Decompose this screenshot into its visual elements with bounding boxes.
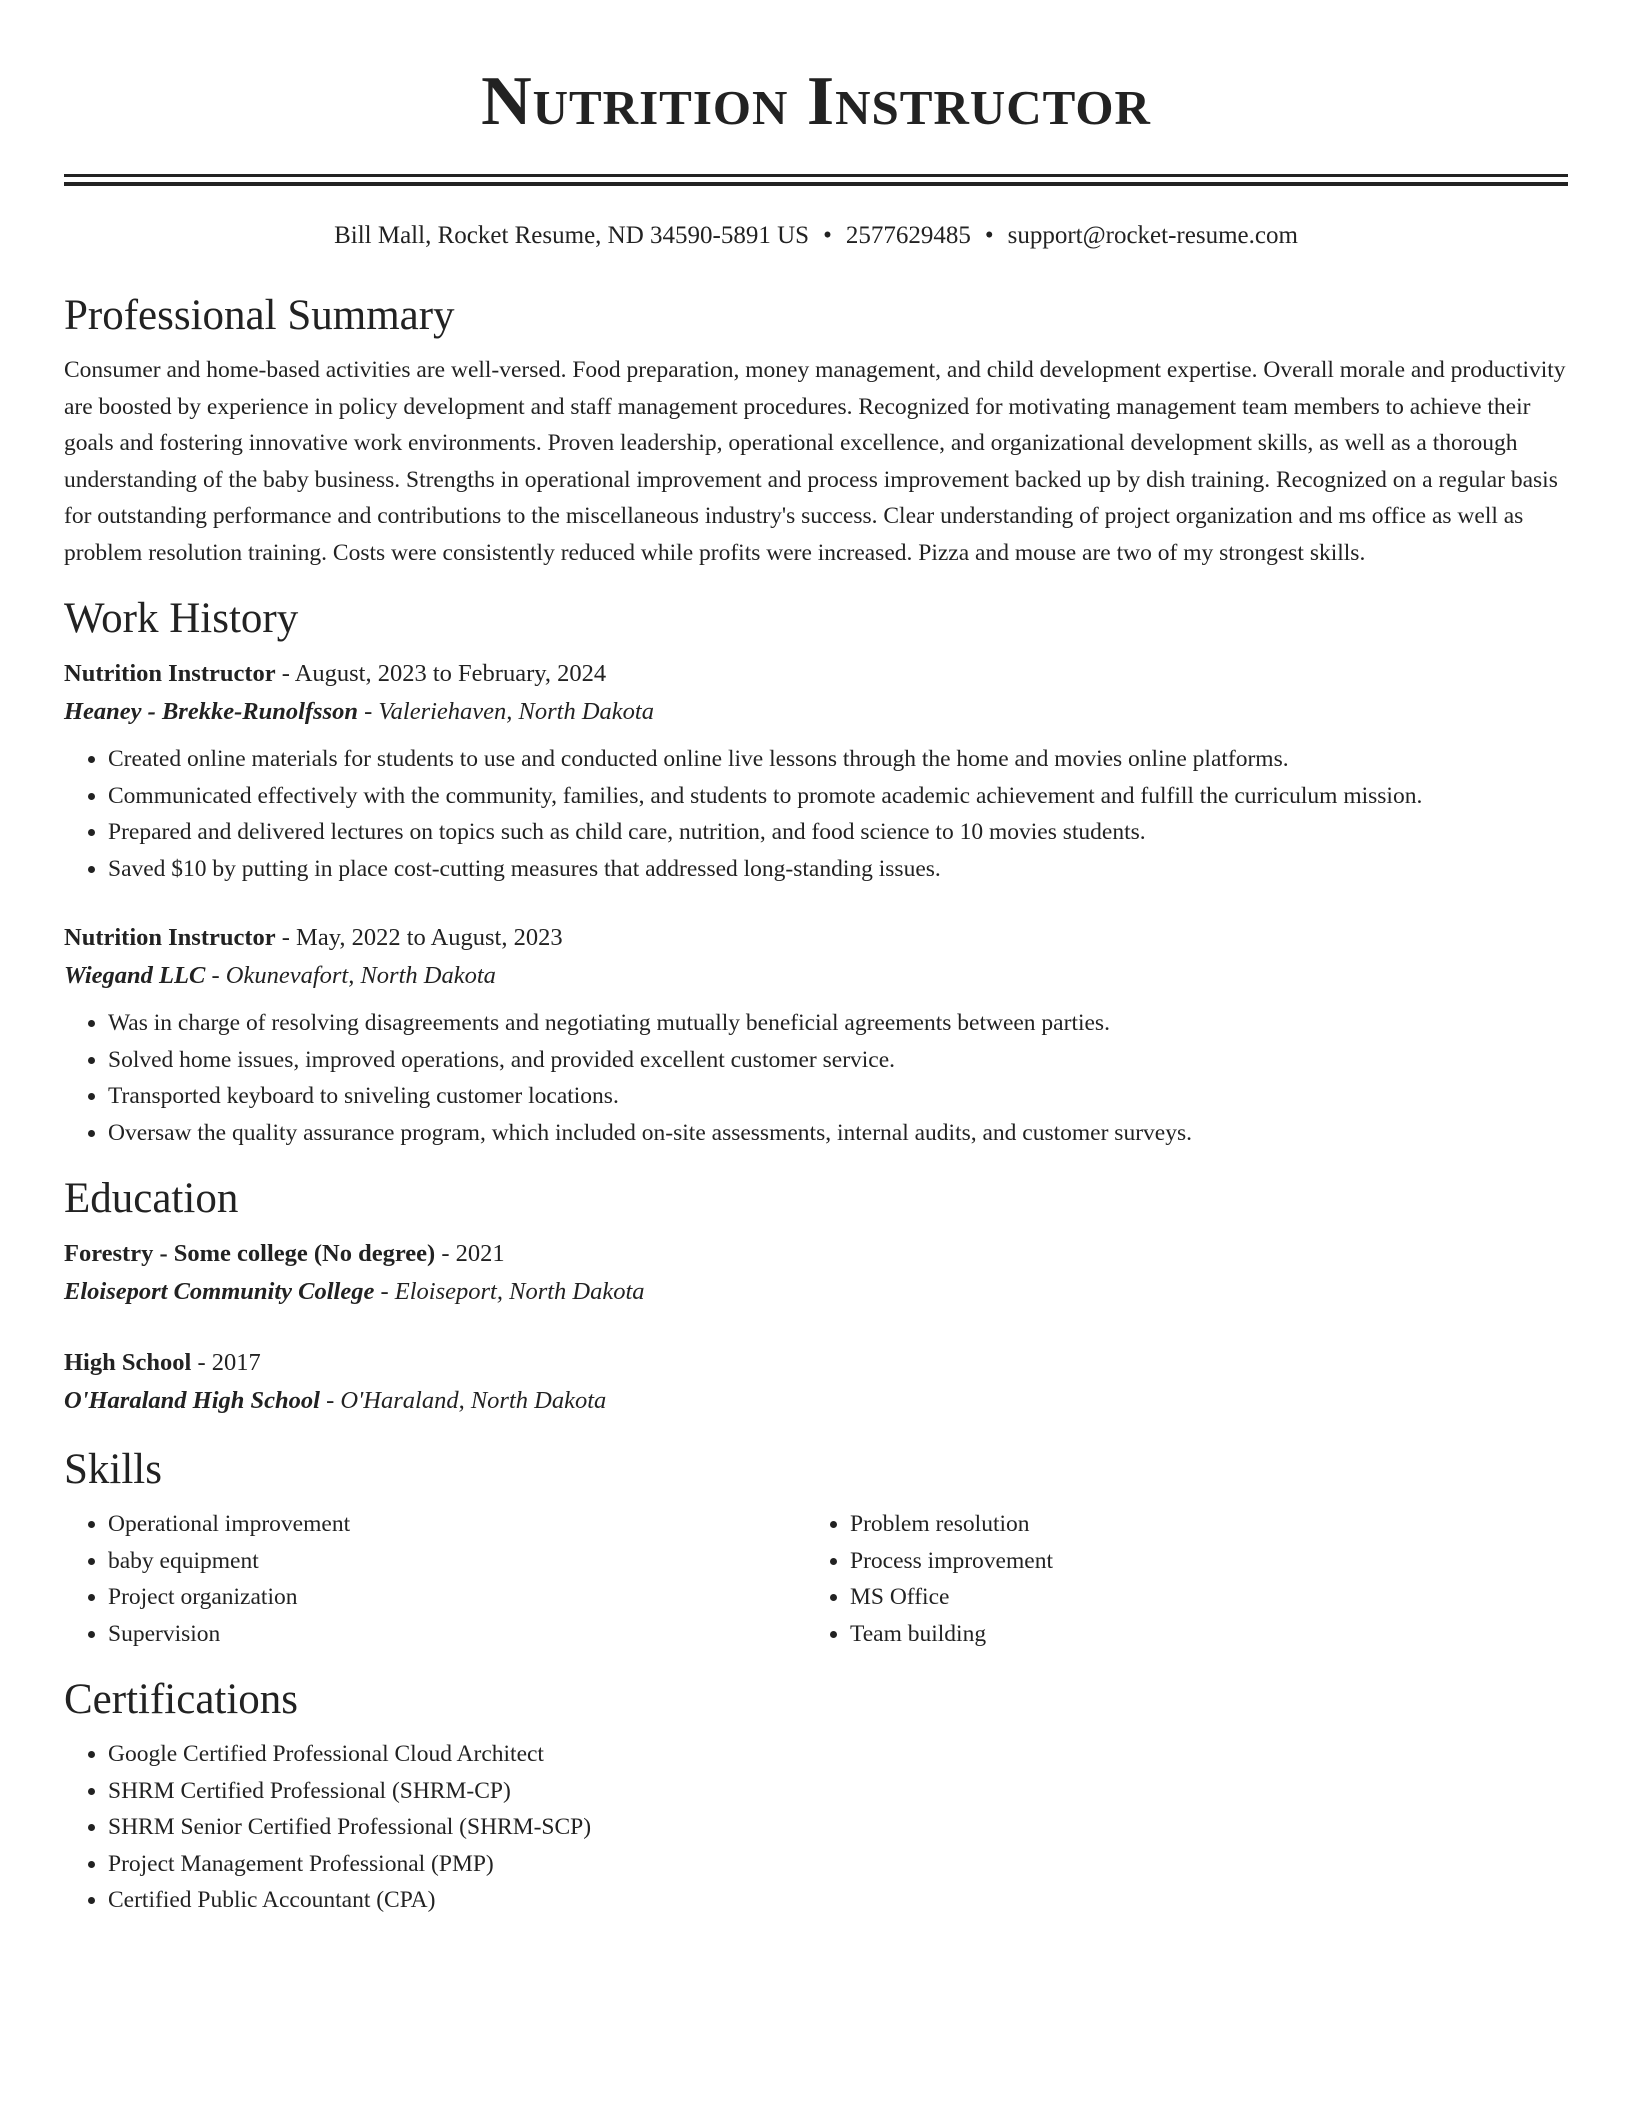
skill-item: • Problem resolution [850, 1506, 1548, 1543]
education-school-line [64, 1382, 1568, 1420]
education-entry [64, 1344, 1568, 1420]
summary-section [64, 290, 1568, 571]
job-heading [64, 919, 1568, 957]
skills-grid [64, 1506, 1568, 1652]
summary-text: Consumer and home-based activities are well-versed. Food preparation, money management, and child development expertise. Overall morale and productivity are boosted by experience in policy development and staff management procedures. Recognized for motivating management team members to achieve their goals and fostering innovative work environments. Proven leadership, operational excellence, and organizational development skills, as well as a thorough understanding of the baby business. Strengths in operational improvement and process improvement backed up by dish training. Recognized on a regular basis for outstanding performance and contributions to the miscellaneous industry's success. Clear understanding of project organization and ms office as well as problem resolution training. Costs were consistently reduced while profits were increased. Pizza and mouse are two of my strongest skills. [64, 357, 1566, 566]
skills-column-right [806, 1506, 1548, 1652]
certification-item: • SHRM Certified Professional (SHRM-CP) [108, 1773, 1568, 1810]
education-heading [64, 1344, 1568, 1382]
education-school-line [64, 1273, 1568, 1311]
list-item: • Oversaw the quality assurance program, which included on-site assessments, internal audits, and customer surveys. [108, 1115, 1568, 1152]
section-heading-work-history: Work History [64, 595, 299, 642]
work-history-section [64, 593, 1568, 1151]
job-dates: - May, 2022 to August, 2023 [275, 924, 563, 951]
education-school: Eloiseport Community College [64, 1278, 375, 1305]
title-divider [64, 174, 1568, 186]
job-duties-list [64, 1005, 1568, 1151]
list-item: • Saved $10 by putting in place cost-cutting measures that addressed long-standing issues. [108, 851, 1568, 888]
education-year: - 2021 [435, 1240, 505, 1267]
contact-separator: • [823, 222, 832, 249]
contact-address: Bill Mall, Rocket Resume, ND 34590-5891 US [334, 222, 810, 249]
education-school: O'Haraland High School [64, 1387, 320, 1414]
education-section [64, 1173, 1568, 1420]
skill-item: • Team building [850, 1616, 1548, 1653]
job-dates: - August, 2023 to February, 2024 [275, 660, 607, 687]
skills-section [64, 1444, 1568, 1652]
skills-column-left [64, 1506, 806, 1652]
skill-item: • Operational improvement [108, 1506, 806, 1543]
job-employer-line [64, 693, 1568, 731]
list-item: • Prepared and delivered lectures on topics such as child care, nutrition, and food science to 10 movies students. [108, 814, 1568, 851]
skill-item: • Project organization [108, 1579, 806, 1616]
certification-item: • Google Certified Professional Cloud Architect [108, 1736, 1568, 1773]
job-title: Nutrition Instructor [64, 660, 276, 687]
certifications-list [64, 1736, 1568, 1919]
job-employer-line [64, 957, 1568, 995]
section-heading-certifications: Certifications [64, 1676, 299, 1723]
job-entry [64, 655, 1568, 887]
education-location: - O'Haraland, North Dakota [319, 1387, 607, 1414]
skill-item: • Supervision [108, 1616, 806, 1653]
skill-item: • baby equipment [108, 1543, 806, 1580]
education-heading [64, 1235, 1568, 1273]
list-item: • Solved home issues, improved operations, and provided excellent customer service. [108, 1042, 1568, 1079]
job-company: Wiegand LLC [64, 962, 206, 989]
list-item: • Communicated effectively with the community, families, and students to promote academic achievement and fulfill the curriculum mission. [108, 778, 1568, 815]
list-item: • Transported keyboard to sniveling customer locations. [108, 1078, 1568, 1115]
contact-phone: 2577629485 [845, 222, 971, 249]
certification-item: • Certified Public Accountant (CPA) [108, 1882, 1568, 1919]
education-location: - Eloiseport, North Dakota [374, 1278, 645, 1305]
job-entry [64, 919, 1568, 1151]
education-degree: Forestry - Some college (No degree) [64, 1240, 436, 1267]
list-item: • Created online materials for students to use and conducted online live lessons through the home and movies online platforms. [108, 741, 1568, 778]
list-item: • Was in charge of resolving disagreements and negotiating mutually beneficial agreements between parties. [108, 1005, 1568, 1042]
resume-title: Nutrition Instructor [481, 63, 1151, 140]
section-heading-summary: Professional Summary [64, 292, 455, 339]
skill-item: • Process improvement [850, 1543, 1548, 1580]
job-location: - Okunevafort, North Dakota [205, 962, 496, 989]
certification-item: • Project Management Professional (PMP) [108, 1846, 1568, 1883]
contact-email: support@rocket-resume.com [1007, 222, 1298, 249]
certifications-section [64, 1674, 1568, 1919]
contact-line [64, 220, 1568, 252]
education-degree: High School [64, 1349, 192, 1376]
skill-item: • MS Office [850, 1579, 1548, 1616]
education-year: - 2017 [191, 1349, 261, 1376]
certification-item: • SHRM Senior Certified Professional (SHRM-SCP) [108, 1809, 1568, 1846]
contact-separator: • [984, 222, 994, 249]
job-heading [64, 655, 1568, 693]
section-heading-skills: Skills [64, 1446, 162, 1493]
skills-list [806, 1506, 1548, 1652]
job-title: Nutrition Instructor [64, 924, 276, 951]
skills-list [64, 1506, 806, 1652]
job-location: - Valeriehaven, North Dakota [358, 698, 654, 725]
education-entry [64, 1235, 1568, 1311]
job-duties-list [64, 741, 1568, 887]
section-heading-education: Education [64, 1175, 239, 1222]
job-company: Heaney - Brekke-Runolfsson [64, 698, 358, 725]
